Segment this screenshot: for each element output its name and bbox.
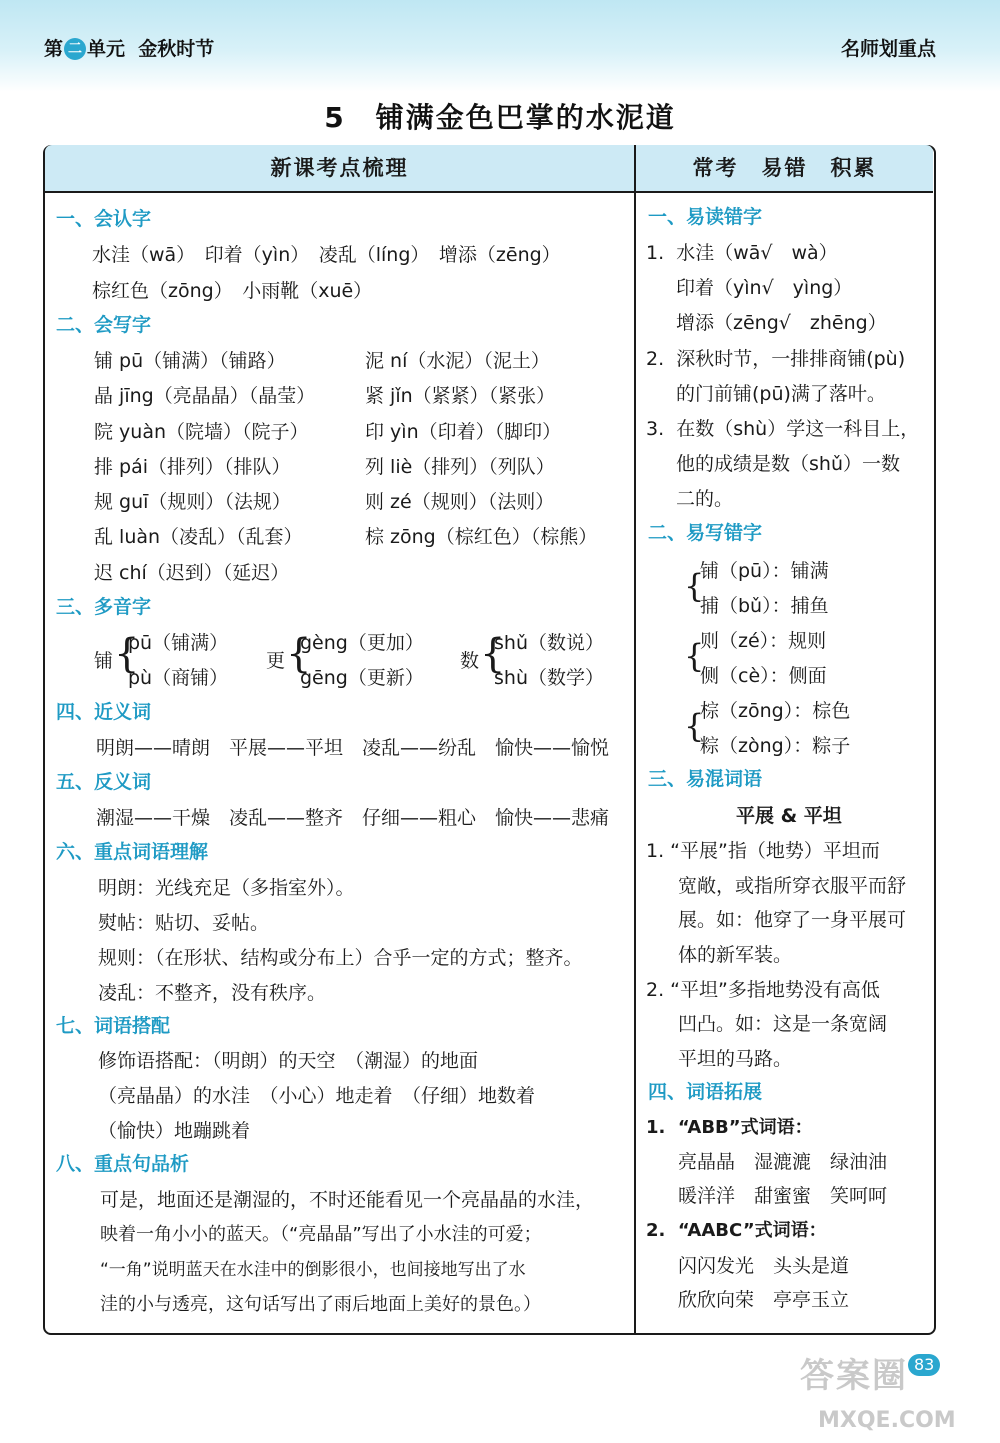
text-line: 可是，地面还是潮湿的，不时还能看见一个亮晶晶的水洼， bbox=[100, 1189, 595, 1211]
text-line: 排 pái（排列）（排队） bbox=[94, 456, 291, 478]
text-line: 印着（yìn√ yìng） bbox=[676, 277, 853, 299]
text-line: 他的成绩是数（shǔ）一数 bbox=[676, 453, 900, 475]
section-heading: 五、反义词 bbox=[56, 771, 152, 793]
section-heading: 一、易读错字 bbox=[648, 206, 763, 228]
text-line: 2. 深秋时节，一排排商铺(pù) bbox=[646, 348, 906, 370]
text-line: 列 liè（排列）（列队） bbox=[365, 456, 555, 478]
text-line: shù（数学） bbox=[494, 667, 604, 689]
text-line: 宽敞，或指所穿衣服平而舒 bbox=[678, 875, 907, 897]
text-line: （愉快）地蹦跳着 bbox=[98, 1120, 251, 1142]
section-tag: 名师划重点 bbox=[840, 38, 936, 60]
text-line: 闪闪发光 头头是道 bbox=[678, 1255, 850, 1277]
subheading: 平展 & 平坦 bbox=[736, 805, 842, 827]
section-heading: 二、会写字 bbox=[56, 314, 152, 336]
text-line: 增添（zēng√ zhēng） bbox=[676, 312, 887, 334]
text-line: gēng（更新） bbox=[300, 667, 424, 689]
section-heading: 二、易写错字 bbox=[648, 522, 763, 544]
text-line: 棕（zōng）：棕色 bbox=[700, 700, 851, 722]
brace-icon: { bbox=[114, 631, 140, 677]
right-column-heading: 常考 易错 积累 bbox=[636, 145, 933, 193]
subheading: 2. “AABC”式词语： bbox=[646, 1220, 827, 1241]
text-line: 展。如：他穿了一身平展可 bbox=[678, 909, 907, 931]
text-line: 的门前铺(pū)满了落叶。 bbox=[676, 383, 886, 405]
polyphone-char: 铺 bbox=[94, 650, 114, 672]
text-line: 则（zé）：规则 bbox=[700, 630, 827, 652]
text-line: 潮湿——干燥 凌乱——整齐 仔细——粗心 愉快——悲痛 bbox=[96, 807, 610, 829]
text-line: shǔ（数说） bbox=[494, 632, 604, 654]
text-line: 3. 在数（shù）学这一科目上， bbox=[646, 418, 920, 440]
unit-label: 第 二 单元 金秋时节 bbox=[44, 38, 215, 60]
section-heading: 四、词语拓展 bbox=[648, 1081, 763, 1103]
text-line: 紧 jǐn（紧紧）（紧张） bbox=[365, 385, 556, 407]
text-line: 水洼（wā） 印着（yìn） 凌乱（líng） 增添（zēng） bbox=[92, 244, 561, 266]
section-heading: 三、易混词语 bbox=[648, 768, 763, 790]
text-line: 明朗：光线充足（多指室外）。 bbox=[98, 877, 355, 899]
text-line: 规 guī（规则）（法规） bbox=[94, 491, 291, 513]
text-line: 1. “平展”指（地势）平坦而 bbox=[646, 840, 880, 862]
text-line: 捕（bǔ）：捕鱼 bbox=[700, 595, 829, 617]
section-heading: 八、重点句品析 bbox=[56, 1153, 190, 1175]
text-line: 欣欣向荣 亭亭玉立 bbox=[678, 1289, 850, 1311]
text-line: 亮晶晶 湿漉漉 绿油油 bbox=[678, 1151, 888, 1173]
polyphone-char: 数 bbox=[460, 650, 480, 672]
text-line: pū（铺满） bbox=[128, 632, 229, 654]
text-line: 晶 jīng（亮晶晶）（晶莹） bbox=[94, 385, 316, 407]
unit-number-badge: 二 bbox=[64, 38, 86, 60]
text-line: 修饰语搭配：（明朗）的天空 （潮湿）的地面 bbox=[98, 1050, 479, 1072]
section-heading: 六、重点词语理解 bbox=[56, 841, 209, 863]
brace-icon: { bbox=[286, 631, 312, 677]
section-heading: 四、近义词 bbox=[56, 701, 152, 723]
text-line: 规则：（在形状、结构或分布上）合乎一定的方式；整齐。 bbox=[98, 947, 583, 969]
text-line: “一角”说明蓝天在水洼中的倒影很小，也间接地写出了水 bbox=[100, 1260, 526, 1280]
column-divider bbox=[634, 145, 636, 1333]
text-line: 平坦的马路。 bbox=[678, 1048, 793, 1070]
text-line: （亮晶晶）的水洼 （小心）地走着 （仔细）地数着 bbox=[98, 1085, 536, 1107]
polyphone-char: 更 bbox=[266, 650, 286, 672]
text-line: 映着一角小小的蓝天。（“亮晶晶”写出了小水洼的可爱； bbox=[100, 1224, 542, 1245]
text-line: 1. 水洼（wā√ wà） bbox=[646, 242, 838, 264]
brace-icon: { bbox=[480, 631, 506, 677]
section-heading: 七、词语搭配 bbox=[56, 1015, 171, 1037]
section-heading: 一、会认字 bbox=[56, 208, 152, 230]
watermark-url: MXQE.COM bbox=[818, 1408, 956, 1433]
page-number: 83 bbox=[908, 1354, 940, 1376]
text-line: 则 zé（规则）（法则） bbox=[365, 491, 555, 513]
brace-icon: { bbox=[684, 567, 705, 605]
watermark-logo: 答案圈 bbox=[800, 1356, 908, 1396]
text-line: 棕红色（zōng） 小雨靴（xuē） bbox=[92, 280, 373, 302]
text-line: 铺（pū）：铺满 bbox=[700, 560, 829, 582]
brace-icon: { bbox=[684, 707, 705, 745]
subheading: 1. “ABB”式词语： bbox=[646, 1117, 813, 1138]
left-column-heading: 新课考点梳理 bbox=[45, 145, 634, 193]
section-heading: 三、多音字 bbox=[56, 596, 152, 618]
text-line: 侧（cè）：侧面 bbox=[700, 665, 827, 687]
text-line: 暖洋洋 甜蜜蜜 笑呵呵 bbox=[678, 1185, 888, 1207]
text-line: 院 yuàn（院墙）（院子） bbox=[94, 421, 309, 443]
text-line: 粽（zòng）：粽子 bbox=[700, 735, 851, 757]
text-line: 迟 chí（迟到）（延迟） bbox=[94, 562, 290, 584]
brace-icon: { bbox=[684, 637, 705, 675]
text-line: 二的。 bbox=[676, 488, 734, 510]
text-line: 铺 pū（铺满）（铺路） bbox=[94, 350, 286, 372]
text-line: pù（商铺） bbox=[128, 667, 229, 689]
text-line: gèng（更加） bbox=[300, 632, 424, 654]
text-line: 泥 ní（水泥）（泥土） bbox=[365, 350, 550, 372]
text-line: 熨帖：贴切、妥帖。 bbox=[98, 912, 270, 934]
text-line: 明朗——晴朗 平展——平坦 凌乱——纷乱 愉快——愉悦 bbox=[96, 737, 610, 759]
text-line: 2. “平坦”多指地势没有高低 bbox=[646, 979, 880, 1001]
text-line: 乱 luàn（凌乱）（乱套） bbox=[94, 526, 303, 548]
text-line: 棕 zōng（棕红色）（棕熊） bbox=[365, 526, 598, 548]
text-line: 凹凸。如：这是一条宽阔 bbox=[678, 1013, 888, 1035]
text-line: 体的新军装。 bbox=[678, 944, 793, 966]
text-line: 印 yìn（印着）（脚印） bbox=[365, 421, 562, 443]
text-line: 洼的小与透亮，这句话写出了雨后地面上美好的景色。） bbox=[100, 1294, 541, 1315]
lesson-title: 5 铺满金色巴掌的水泥道 bbox=[324, 101, 676, 134]
text-line: 凌乱：不整齐，没有秩序。 bbox=[98, 982, 327, 1004]
